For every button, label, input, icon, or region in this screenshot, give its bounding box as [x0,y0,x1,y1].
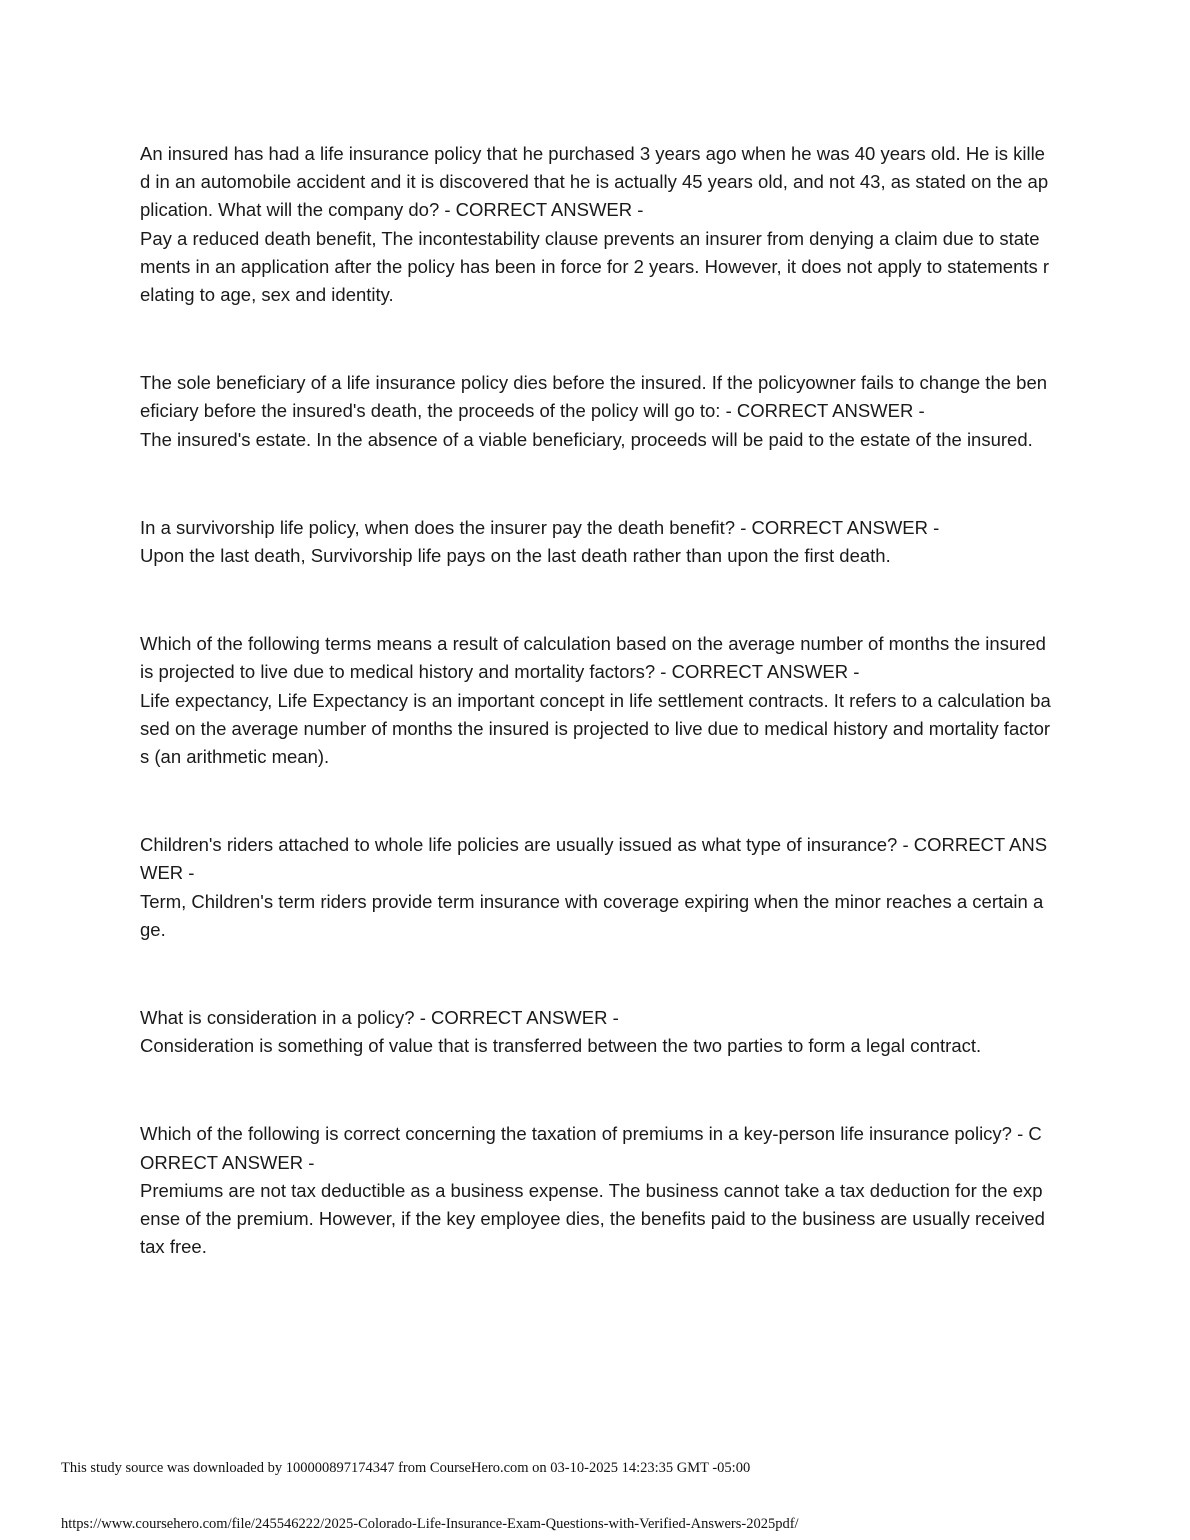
answer-text: Life expectancy, Life Expectancy is an important concept in life settlement contracts. It refers to a calculation based on the average number of months the insured is projected to live due to medical history and mortality factors (an arithmetic mean). [140,689,1051,768]
question-text: In a survivorship life policy, when does the insurer pay the death benefit? - CORRECT ANSWER - [140,516,940,538]
answer-text: Upon the last death, Survivorship life pays on the last death rather than upon the first death. [140,545,891,567]
qa-item-7 [140,1120,1052,1261]
answer-text: The insured's estate. In the absence of a viable beneficiary, proceeds will be paid to the estate of the insured. [140,428,1033,450]
qa-item-6 [140,1004,1052,1060]
qa-item-2 [140,369,1052,454]
answer-text: Premiums are not tax deductible as a business expense. The business cannot take a tax deduction for the expense of the premium. However, if the key employee dies, the benefits paid to the business are usually received tax free. [140,1179,1045,1258]
answer-text: Term, Children's term riders provide term insurance with coverage expiring when the minor reaches a certain age. [140,890,1044,940]
question-text: What is consideration in a policy? - CORRECT ANSWER - [140,1007,619,1029]
answer-text: Pay a reduced death benefit, The incontestability clause prevents an insurer from denying a claim due to statements in an application after the policy has been in force for 2 years. However, it does not apply to statements relating to age, sex and identity. [140,227,1050,306]
qa-item-4 [140,630,1052,771]
question-text: An insured has had a life insurance policy that he purchased 3 years ago when he was 40 years old. He is killed in an automobile accident and it is discovered that he is actually 45 years old, and not 43, as stated on the application. What will the company do? - CORRECT ANSWER - [140,143,1049,221]
qa-list [140,140,1052,1321]
question-text: Children's riders attached to whole life policies are usually issued as what type of insurance? - CORRECT ANSWER - [140,834,1048,884]
question-text: The sole beneficiary of a life insurance policy dies before the insured. If the policyowner fails to change the beneficiary before the insured's death, the proceeds of the policy will go to: - CORRECT ANSWER - [140,372,1048,422]
download-source-notice: This study source was downloaded by 100000897174347 from CourseHero.com on 03-10-2025 14:23:35 GMT -05:00 [61,1460,751,1476]
source-url[interactable]: https://www.coursehero.com/file/245546222/2025-Colorado-Life-Insurance-Exam-Questions-with-Verified-Answers-2025pdf/ [61,1516,799,1532]
qa-item-1 [140,140,1052,309]
answer-text: Consideration is something of value that is transferred between the two parties to form a legal contract. [140,1035,982,1057]
qa-item-3 [140,514,1052,570]
question-text: Which of the following is correct concerning the taxation of premiums in a key-person life insurance policy? - CORRECT ANSWER - [140,1123,1042,1173]
qa-item-5 [140,831,1052,944]
question-text: Which of the following terms means a result of calculation based on the average number of months the insured is projected to live due to medical history and mortality factors? - CORRECT ANSWER - [140,633,1046,683]
